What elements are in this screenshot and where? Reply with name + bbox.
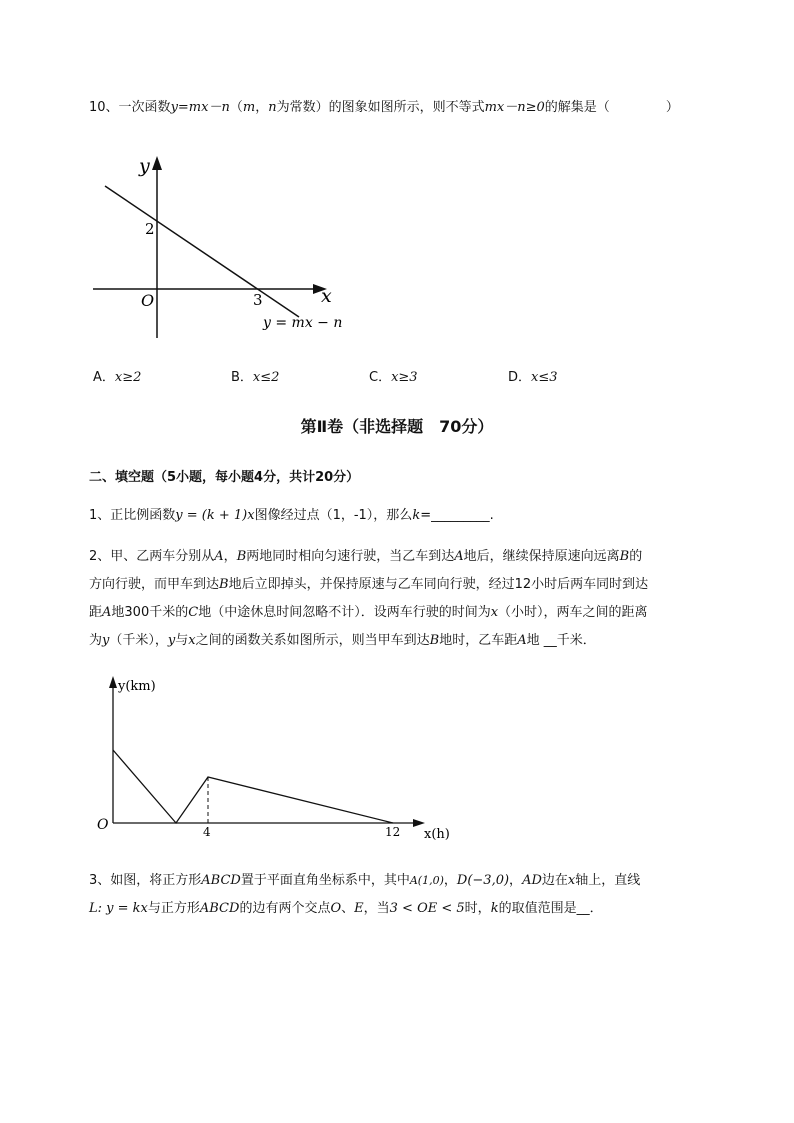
question-number: 10、: [89, 100, 119, 115]
var-k: k: [412, 508, 421, 523]
stem-text: 边在: [541, 873, 568, 888]
section-title: 第Ⅱ卷（非选择题 70分）: [300, 417, 494, 436]
distance-time-graph: [90, 672, 460, 852]
stem-text: ）: [665, 100, 679, 115]
y-axis-arrow: [109, 676, 117, 688]
stem-text: （小时），两车之间的距离: [498, 605, 648, 620]
stem-text: ，: [443, 873, 457, 888]
stem-text: 置于平面直角坐标系中，其中: [240, 873, 410, 888]
point-d-coordinates: D(−3,0): [456, 873, 510, 888]
option-letter: A．: [93, 370, 115, 385]
square-name: ABCD: [201, 873, 241, 888]
x-axis-arrow: [413, 819, 425, 827]
point-b: B: [236, 549, 247, 564]
question-3-line-2: [89, 899, 603, 919]
question-10-stem: [89, 98, 679, 118]
stem-text: 距: [89, 605, 103, 620]
option-letter: C．: [369, 370, 392, 385]
option-c[interactable]: [369, 366, 418, 385]
stem-text: 与正方形: [147, 901, 200, 916]
var-y: y: [102, 633, 110, 648]
point-a: A: [454, 549, 464, 564]
linear-function-graph: [85, 150, 345, 340]
stem-text: 轴上，直线: [575, 873, 641, 888]
x-axis-label: x: [321, 285, 332, 307]
stem-text: 为: [89, 633, 103, 648]
point-b: B: [219, 577, 229, 592]
option-letter: B．: [231, 370, 253, 385]
question-2-line-2: [89, 575, 648, 595]
question-2-line-3: [89, 603, 648, 623]
stem-text: 图像经过点（1，-1），那么: [254, 508, 413, 523]
stem-text: 地时，乙车距: [439, 633, 518, 648]
point-c: C: [188, 605, 199, 620]
point-a: A: [214, 549, 224, 564]
x-axis-label: x(h): [424, 827, 450, 842]
stem-text: 地后，继续保持原速向远离: [463, 549, 620, 564]
question-3-line-1: [89, 871, 640, 891]
stem-text: （千米），: [109, 633, 168, 648]
y-axis-label: y: [139, 155, 150, 177]
var-x: x: [490, 605, 499, 620]
question-2-line-4: [89, 631, 596, 651]
stem-text: 的: [629, 549, 643, 564]
stem-text: ，当: [363, 901, 390, 916]
stem-text: （: [229, 100, 243, 115]
y-intercept-label: 2: [145, 220, 155, 238]
stem-text: 时，: [464, 901, 491, 916]
line-equation-label: y = mx − n: [263, 315, 343, 331]
option-expression: x≤2: [252, 370, 280, 385]
stem-text: 的解集是（: [544, 100, 610, 115]
inequality-expression: mx－n≥0: [484, 100, 545, 115]
option-expression: x≥2: [114, 370, 142, 385]
point-a-coordinates: A(1,0): [409, 874, 444, 887]
option-expression: x≥3: [391, 370, 418, 385]
function-expression: y = (k + 1)x: [175, 508, 255, 523]
question-2-line-1: [89, 547, 642, 567]
tick-label-4: 4: [203, 825, 211, 839]
var-n: n: [268, 100, 277, 115]
function-line: [105, 186, 299, 317]
option-a[interactable]: [93, 366, 141, 385]
function-expression: y=mx－n: [170, 100, 230, 115]
stem-text: 地（中途休息时间忽略不计）．设两车行驶的时间为: [198, 605, 491, 620]
distance-polyline: [113, 750, 393, 823]
answer-blank: =_________.: [420, 508, 494, 523]
stem-text: ，: [509, 873, 523, 888]
option-letter: D．: [508, 370, 532, 385]
line-l-equation: L: y = kx: [89, 901, 148, 916]
stem-text: ，: [223, 549, 237, 564]
question-1: [89, 506, 494, 526]
point-o: O: [330, 901, 342, 916]
stem-text: 地后立即掉头，并保持原速与乙车同向行驶，经过12小时后两车同时到达: [228, 577, 649, 592]
var-m: m: [242, 100, 256, 115]
stem-text: 的边有两个交点: [239, 901, 331, 916]
stem-text: 为常数）的图象如图所示，则不等式: [276, 100, 485, 115]
origin-label: O: [141, 291, 155, 310]
stem-text: 与: [175, 633, 189, 648]
square-name: ABCD: [199, 901, 240, 916]
option-b[interactable]: [231, 366, 279, 385]
var-y: y: [167, 633, 176, 648]
y-axis-label: y(km): [118, 679, 156, 694]
stem-text: 地300千米的: [111, 605, 189, 620]
stem-text: 方向行驶，而甲车到达: [89, 577, 220, 592]
point-a: A: [517, 633, 527, 648]
point-a: A: [102, 605, 112, 620]
stem-text: 2、甲、乙两车分别从: [89, 549, 215, 564]
tick-label-12: 12: [385, 825, 401, 839]
point-b: B: [619, 549, 630, 564]
stem-text: 、: [341, 901, 355, 916]
stem-text: 一次函数: [118, 100, 171, 115]
origin-label: O: [97, 817, 109, 833]
var-x: x: [567, 873, 576, 888]
stem-text: 3、如图，将正方形: [89, 873, 202, 888]
option-d[interactable]: [508, 366, 558, 385]
side-ad: AD: [522, 873, 542, 888]
stem-text: 的取值范围是__．: [498, 901, 603, 916]
stem-text: 地 __千米．: [526, 633, 596, 648]
stem-text: 之间的函数关系如图所示，则当甲车到达: [195, 633, 430, 648]
var-x: x: [188, 633, 196, 648]
point-e: E: [354, 901, 364, 916]
var-k: k: [490, 901, 499, 916]
x-intercept-label: 3: [253, 291, 263, 309]
stem-text: 两地同时相向匀速行驶，当乙车到达: [246, 549, 455, 564]
stem-text: 1、正比例函数: [89, 508, 176, 523]
stem-text: ，: [255, 100, 269, 115]
point-b: B: [429, 633, 440, 648]
section-2-heading: 二、填空题（5小题，每小题4分，共计20分）: [89, 470, 360, 485]
option-expression: x≤3: [531, 370, 558, 385]
y-axis-arrow: [152, 156, 162, 170]
condition-expression: 3 < OE < 5: [389, 901, 465, 916]
